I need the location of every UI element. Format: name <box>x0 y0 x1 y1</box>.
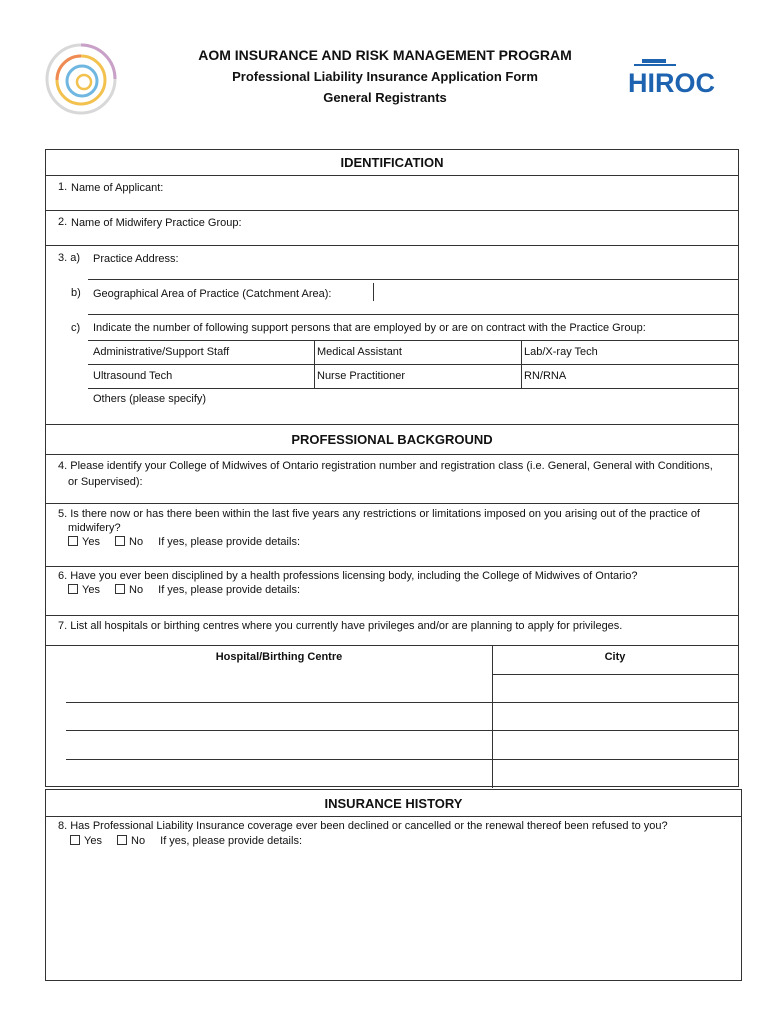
hiroc-logo-text: HIROC <box>628 68 715 98</box>
identification-heading: IDENTIFICATION <box>340 155 444 170</box>
q4-text: 4. Please identify your College of Midwives of Ontario registration number and registration class (i.e. General, General with Conditions, <box>58 460 713 472</box>
q3b-number: b) <box>71 287 81 299</box>
city-field-2[interactable] <box>494 703 736 729</box>
staff-others-label: Others (please specify) <box>93 393 207 405</box>
q6-no-checkbox[interactable] <box>115 584 125 594</box>
hospital-field-1[interactable] <box>66 674 490 701</box>
q5-answer-row <box>68 536 300 548</box>
form-subtitle: General Registrants <box>323 90 447 105</box>
q2-label: Name of Midwifery Practice Group: <box>71 217 242 229</box>
q5-yes-checkbox[interactable] <box>68 536 78 546</box>
professional-background-heading: PROFESSIONAL BACKGROUND <box>291 432 493 447</box>
q5-no-option[interactable] <box>115 536 143 548</box>
hospital-field-4[interactable] <box>66 760 490 786</box>
q8-no-checkbox[interactable] <box>117 835 127 845</box>
q8-yes-option[interactable] <box>70 835 102 847</box>
q5-details-label: If yes, please provide details: <box>158 536 300 548</box>
q6-details-field[interactable] <box>321 582 736 612</box>
q3c-label: Indicate the number of following support persons that are employed by or are on contract with the Practice Group: <box>93 322 646 334</box>
applicant-name-field[interactable] <box>196 179 736 208</box>
q5-yes-option[interactable] <box>68 536 100 548</box>
q8-details-label: If yes, please provide details: <box>160 835 302 847</box>
q1-number: 1. <box>58 181 68 193</box>
hospital-field-3[interactable] <box>66 731 490 758</box>
q5-yes-label: Yes <box>82 536 100 548</box>
city-field-1[interactable] <box>494 674 736 701</box>
staff-others-field[interactable] <box>216 390 736 420</box>
q6-no-label: No <box>129 584 144 596</box>
q3c-number: c) <box>71 322 81 334</box>
q6-yes-checkbox[interactable] <box>68 584 78 594</box>
form-program-title: AOM INSURANCE AND RISK MANAGEMENT PROGRAM <box>198 47 572 63</box>
registration-field[interactable] <box>156 472 736 500</box>
q6-yes-label: Yes <box>82 584 100 596</box>
q8-text: 8. Has Professional Liability Insurance coverage ever been declined or cancelled or the renewal thereof been refused to you? <box>58 820 668 832</box>
q8-yes-checkbox[interactable] <box>70 835 80 845</box>
staff-admin-label: Administrative/Support Staff <box>93 346 230 358</box>
q5-text: 5. Is there now or has there been within the last five years any restrictions or limitations imposed on you arising out of the practice of <box>58 508 700 520</box>
q4-text-cont: or Supervised): <box>68 476 143 488</box>
q5-no-checkbox[interactable] <box>115 536 125 546</box>
q5-text-cont: midwifery? <box>68 522 121 534</box>
q8-no-option[interactable] <box>117 835 145 847</box>
staff-ultrasound-label: Ultrasound Tech <box>93 370 173 382</box>
q3a-label: Practice Address: <box>93 253 179 265</box>
staff-medical-assistant-label: Medical Assistant <box>317 346 402 358</box>
staff-lab-tech-label: Lab/X-ray Tech <box>524 346 598 358</box>
hospital-field-2[interactable] <box>66 703 490 729</box>
q8-no-label: No <box>131 835 146 847</box>
q3a-number: 3. a) <box>58 252 81 264</box>
practice-group-field[interactable] <box>256 213 736 243</box>
staff-rn-label: RN/RNA <box>524 370 567 382</box>
q6-no-option[interactable] <box>115 584 143 596</box>
catchment-area-field[interactable] <box>376 282 736 310</box>
q8-details-field[interactable] <box>58 854 728 974</box>
q5-no-label: No <box>129 536 144 548</box>
insurance-history-heading: INSURANCE HISTORY <box>324 796 463 811</box>
practice-address-field[interactable] <box>191 248 736 276</box>
q6-text: 6. Have you ever been disciplined by a health professions licensing body, including the College of Midwives of Ontario? <box>58 570 638 582</box>
q8-answer-row <box>70 835 302 847</box>
q2-number: 2. <box>58 216 68 228</box>
q7-text: 7. List all hospitals or birthing centres where you currently have privileges and/or are planning to apply for privileges. <box>58 620 623 632</box>
q6-yes-option[interactable] <box>68 584 100 596</box>
q3b-label: Geographical Area of Practice (Catchment Area): <box>93 288 332 300</box>
q6-details-label: If yes, please provide details: <box>158 584 300 596</box>
insurance-history-section <box>45 789 742 981</box>
application-form <box>45 149 739 787</box>
form-title: Professional Liability Insurance Application Form <box>232 69 538 84</box>
q6-answer-row <box>68 584 300 596</box>
staff-nurse-practitioner-label: Nurse Practitioner <box>317 370 406 382</box>
q5-details-field[interactable] <box>321 534 736 564</box>
city-column-header: City <box>604 651 626 663</box>
city-field-3[interactable] <box>494 731 736 758</box>
q8-yes-label: Yes <box>84 835 102 847</box>
hospital-column-header: Hospital/Birthing Centre <box>215 651 343 663</box>
city-field-4[interactable] <box>494 760 736 786</box>
q1-label: Name of Applicant: <box>71 182 164 194</box>
